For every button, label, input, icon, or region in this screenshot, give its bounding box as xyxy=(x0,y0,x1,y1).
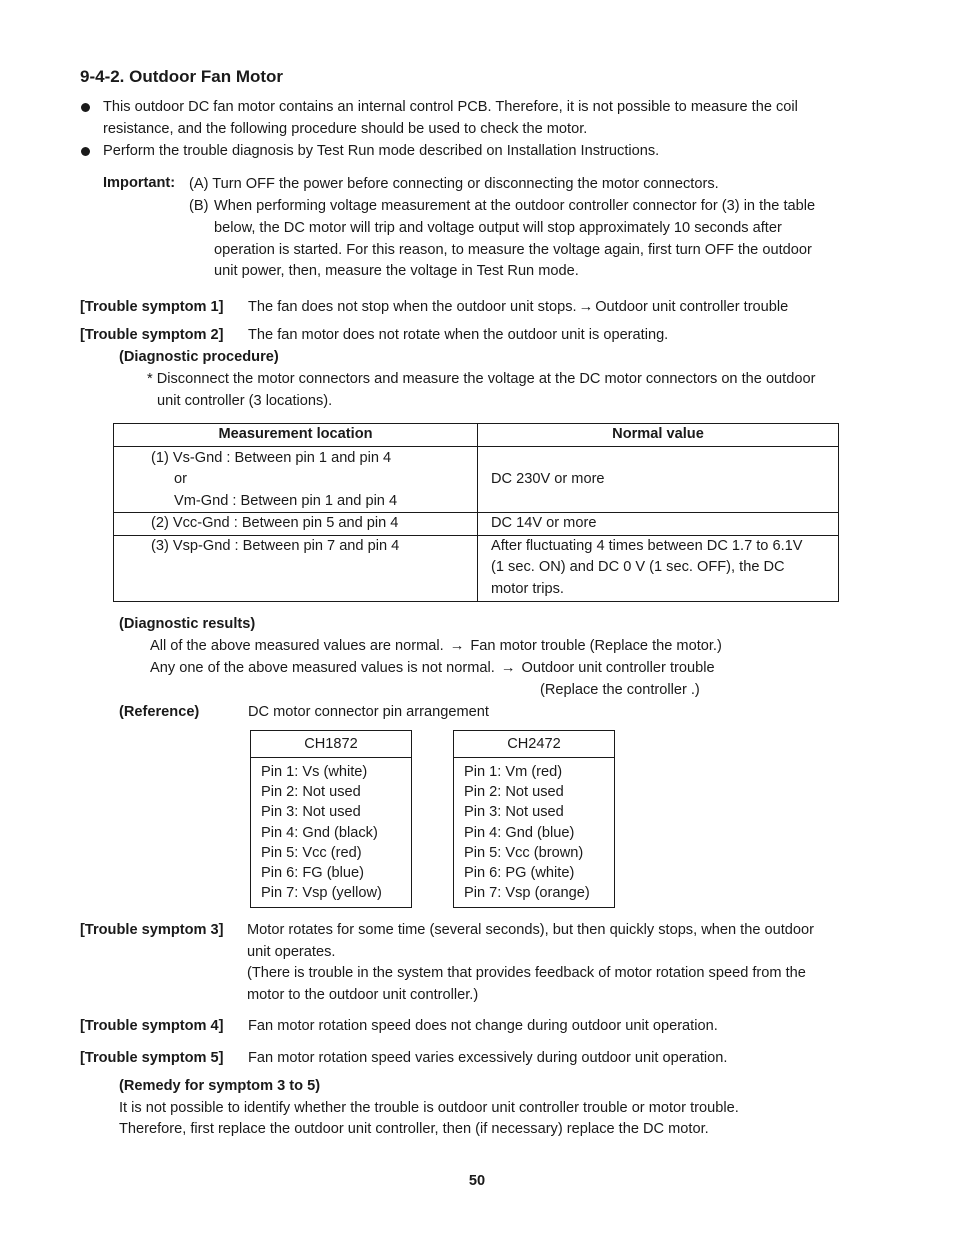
symptom-4-text: Fan motor rotation speed does not change during outdoor unit operation. xyxy=(248,1018,718,1034)
row-1-location-line-2: or xyxy=(174,471,187,487)
table-row xyxy=(114,513,839,536)
bullet-1-line-2: resistance, and the following procedure should be used to check the motor. xyxy=(103,121,588,137)
important-a: (A) Turn OFF the power before connecting or disconnecting the motor connectors. xyxy=(189,176,719,192)
row-3-value xyxy=(478,535,839,602)
list-item: Pin 7: Vsp (orange) xyxy=(464,885,590,902)
result-abnormal-outcome: Outdoor unit controller trouble xyxy=(521,660,715,676)
symptom-2-text: The fan motor does not rotate when the outdoor unit is operating. xyxy=(248,327,669,343)
diagnostic-procedure-line-2: unit controller (3 locations). xyxy=(157,393,333,409)
important-label: Important: xyxy=(103,175,176,191)
remedy-line-1: It is not possible to identify whether the trouble is outdoor unit controller trouble or motor trouble. xyxy=(119,1100,739,1116)
arrow-icon: → xyxy=(449,638,465,654)
row-1-location xyxy=(114,446,478,513)
result-abnormal-condition: Any one of the above measured values is not normal. xyxy=(150,660,495,676)
section-title: 9-4-2. Outdoor Fan Motor xyxy=(80,67,284,86)
list-item: Pin 5: Vcc (red) xyxy=(261,844,362,861)
symptom-5-label: [Trouble symptom 5] xyxy=(80,1050,224,1066)
symptom-1-label: [Trouble symptom 1] xyxy=(80,299,224,315)
symptom-2-label: [Trouble symptom 2] xyxy=(80,327,224,343)
symptom-1-text xyxy=(248,297,788,317)
list-item: Pin 2: Not used xyxy=(464,784,564,801)
arrow-icon: → xyxy=(500,660,516,676)
row-2-location: (2) Vcc-Gnd : Between pin 5 and pin 4 xyxy=(114,513,478,536)
symptom-3-line-2: unit operates. xyxy=(247,944,336,960)
header-measurement-location: Measurement location xyxy=(114,424,478,447)
table-header-row xyxy=(114,424,839,447)
remedy-line-2: Therefore, first replace the outdoor unit controller, then (if necessary) replace the DC motor. xyxy=(119,1121,709,1137)
important-b-label: (B) xyxy=(189,198,209,214)
row-3-location: (3) Vsp-Gnd : Between pin 7 and pin 4 xyxy=(114,535,478,602)
list-item: Pin 4: Gnd (black) xyxy=(261,824,378,841)
symptom-1-description: The fan does not stop when the outdoor unit stops. xyxy=(248,299,577,315)
pin-list xyxy=(454,758,614,907)
list-item: Pin 3: Not used xyxy=(261,804,361,821)
connector-name: CH1872 xyxy=(251,731,411,758)
row-3-value-line-2: (1 sec. ON) and DC 0 V (1 sec. OFF), the DC xyxy=(491,559,785,575)
symptom-5-text: Fan motor rotation speed varies excessively during outdoor unit operation. xyxy=(248,1050,728,1066)
symptom-3-line-1: Motor rotates for some time (several seconds), but then quickly stops, when the outdoor xyxy=(247,922,814,938)
diagnostic-procedure-line-1: * Disconnect the motor connectors and measure the voltage at the DC motor connectors on the outdoor xyxy=(147,371,816,387)
symptom-3-label: [Trouble symptom 3] xyxy=(80,922,224,938)
row-1-value: DC 230V or more xyxy=(478,446,839,513)
list-item: Pin 6: PG (white) xyxy=(464,865,575,882)
diagnostic-procedure-heading: (Diagnostic procedure) xyxy=(119,349,279,365)
row-1-location-line-1: (1) Vs-Gnd : Between pin 1 and pin 4 xyxy=(151,449,392,466)
result-normal-condition: All of the above measured values are normal. xyxy=(150,638,444,654)
reference-label: (Reference) xyxy=(119,704,200,720)
list-item: Pin 1: Vm (red) xyxy=(464,764,563,780)
diagnostic-results-line-1 xyxy=(150,636,722,656)
header-normal-value: Normal value xyxy=(478,424,839,447)
bullet-dot xyxy=(81,147,90,156)
symptom-3-line-4: motor to the outdoor unit controller.) xyxy=(247,987,479,1003)
result-normal-outcome: Fan motor trouble (Replace the motor.) xyxy=(470,638,722,654)
diagnostic-results-heading: (Diagnostic results) xyxy=(119,616,256,632)
symptom-4-label: [Trouble symptom 4] xyxy=(80,1018,224,1034)
list-item: Pin 5: Vcc (brown) xyxy=(464,844,584,861)
table-row xyxy=(114,446,839,513)
row-3-value-line-3: motor trips. xyxy=(491,580,564,597)
measurement-table xyxy=(113,423,839,602)
important-b-line-4: unit power, then, measure the voltage in Test Run mode. xyxy=(214,263,579,279)
bullet-2-line-1: Perform the trouble diagnosis by Test Run mode described on Installation Instructions. xyxy=(103,143,660,159)
list-item: Pin 7: Vsp (yellow) xyxy=(261,885,382,902)
remedy-heading: (Remedy for symptom 3 to 5) xyxy=(119,1078,321,1094)
connector-ch2472 xyxy=(453,730,615,908)
diagnostic-results-line-2 xyxy=(150,658,715,678)
connector-ch1872 xyxy=(250,730,412,908)
symptom-1-result: Outdoor unit controller trouble xyxy=(595,299,789,315)
list-item: Pin 3: Not used xyxy=(464,804,564,821)
important-b-line-1: When performing voltage measurement at the outdoor controller connector for (3) in the table xyxy=(214,198,816,214)
important-b-line-2: below, the DC motor will trip and voltage output will stop approximately 10 seconds after xyxy=(214,220,782,236)
diagnostic-results-line-3: (Replace the controller .) xyxy=(540,682,700,698)
row-3-value-line-1: After fluctuating 4 times between DC 1.7 to 6.1V xyxy=(491,537,803,554)
reference-text: DC motor connector pin arrangement xyxy=(248,704,489,720)
list-item: Pin 1: Vs (white) xyxy=(261,764,368,780)
connector-name: CH2472 xyxy=(454,731,614,758)
row-2-value: DC 14V or more xyxy=(478,513,839,536)
list-item: Pin 2: Not used xyxy=(261,784,361,801)
table-row xyxy=(114,535,839,602)
page-number: 50 xyxy=(468,1173,486,1189)
symptom-3-line-3: (There is trouble in the system that provides feedback of motor rotation speed from the xyxy=(247,965,806,981)
row-1-location-line-3: Vm-Gnd : Between pin 1 and pin 4 xyxy=(174,492,398,509)
important-b-line-3: operation is started. For this reason, to measure the voltage again, first turn OFF the outdoor xyxy=(214,242,812,258)
pin-list xyxy=(251,758,411,907)
list-item: Pin 6: FG (blue) xyxy=(261,865,365,882)
arrow-icon: → xyxy=(578,299,594,315)
bullet-1-line-1: This outdoor DC fan motor contains an internal control PCB. Therefore, it is not possible to measure the coil xyxy=(103,99,798,115)
list-item: Pin 4: Gnd (blue) xyxy=(464,824,575,841)
bullet-dot xyxy=(81,103,90,112)
